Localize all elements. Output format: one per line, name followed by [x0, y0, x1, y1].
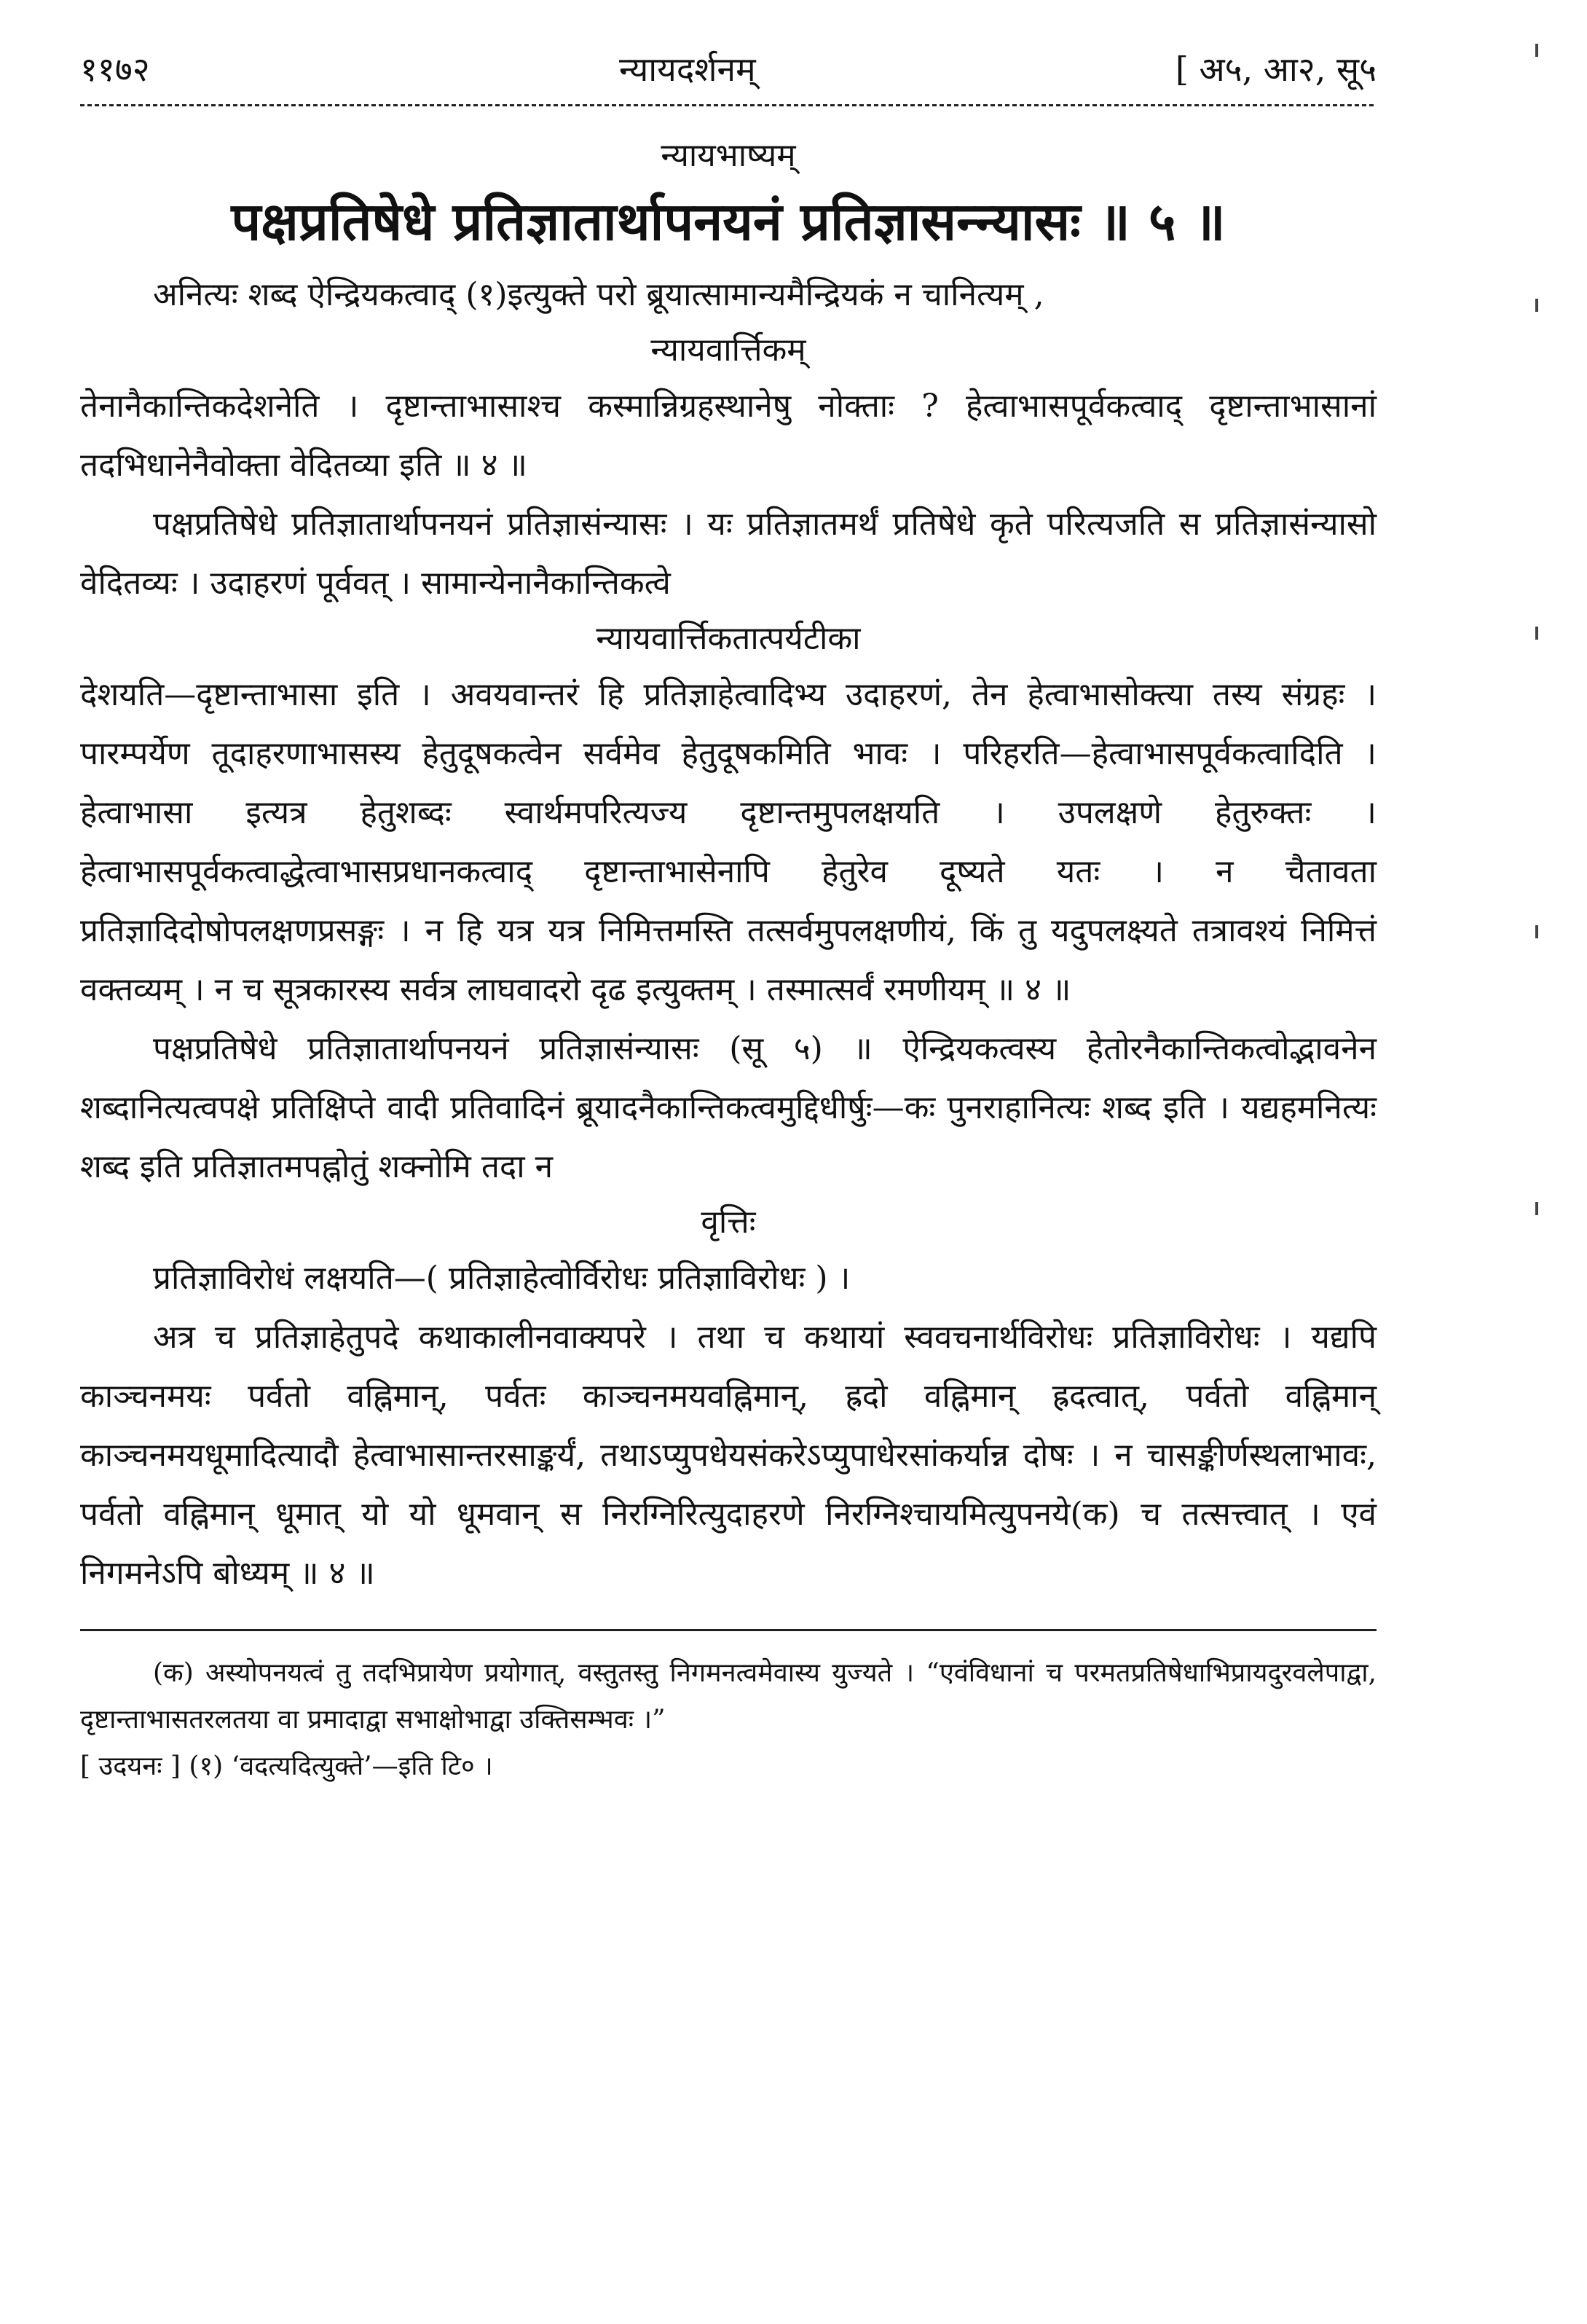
- footnote-1: [ उदयनः ] (१) ‘वदत्यदित्युक्ते’—इति टि० ।: [80, 1751, 493, 1781]
- page-number: ११७२: [80, 50, 150, 89]
- footnote-divider: [80, 1629, 1377, 1631]
- running-title: न्यायदर्शनम्: [619, 50, 756, 89]
- vartika-heading: न्यायवार्त्तिकम्: [650, 331, 806, 369]
- header-divider: [80, 101, 1377, 111]
- section-reference: [ अ५, आ२, सू५: [1175, 50, 1377, 89]
- footnotes: [80, 1650, 1377, 1790]
- tika-heading: न्यायवार्त्तिकतात्पर्यटीका: [596, 620, 861, 657]
- margin-mark: [1535, 925, 1538, 938]
- margin-mark: [1535, 44, 1538, 57]
- tika-paragraph-2: पक्षप्रतिषेधे प्रतिज्ञातार्थापनयनं प्रतिज्ञासंन्यासः (सू ५) ॥ ऐन्द्रियकत्वस्य हेतोरनैकान्तिकत्वोद्भावनेन शब्दानित्यत्वपक्षे प्रतिक्षिप्ते वादी प्रतिवादिनं ब्रूयादनैकान्तिकत्वमुद्दिधीर्षुः—कः पुनराहानित्यः शब्द इति । यद्यहमनित्यः शब्द इति प्रतिज्ञातमपह्नोतुं शक्नोमि तदा न: [80, 1030, 1377, 1185]
- vritti-heading: वृत्तिः: [701, 1204, 756, 1241]
- margin-mark: [1535, 1202, 1538, 1215]
- page: [80, 44, 1377, 1790]
- vartika-paragraph-2: पक्षप्रतिषेधे प्रतिज्ञातार्थापनयनं प्रतिज्ञासंन्यासः । यः प्रतिज्ञातमर्थं प्रतिषेधे कृते परित्यजति स प्रतिज्ञासंन्यासो वेदितव्यः । उदाहरणं पूर्ववत् । सामान्येनानैकान्तिकत्वे: [80, 506, 1377, 602]
- bhashya-text: अनित्यः शब्द ऐन्द्रियकत्वाद् (१)इत्युक्ते परो ब्रूयात्सामान्यमैन्द्रियकं न चानित्यम् ,: [153, 276, 1044, 313]
- sutra-text: पक्षप्रतिषेधे प्रतिज्ञातार्थापनयनं प्रतिज्ञासन्न्यासः ॥ ५ ॥: [231, 190, 1226, 252]
- vartika-paragraph-1: तेनानैकान्तिकदेशनेति । दृष्टान्ताभासाश्च कस्मान्निग्रहस्थानेषु नोक्ताः ? हेत्वाभासपूर्वकत्वाद् दृष्टान्ताभासानां तदभिधानेनैवोक्ता वेदितव्या इति ॥ ४ ॥: [80, 388, 1377, 484]
- tika-paragraph-1: देशयति—दृष्टान्ताभासा इति । अवयवान्तरं हि प्रतिज्ञाहेत्वादिभ्य उदाहरणं, तेन हेत्वाभासोक्त्या तस्य संग्रहः । पारम्पर्येण तूदाहरणाभासस्य हेतुदूषकत्वेन सर्वमेव हेतुदूषकमिति भावः । परिहरति—हेत्वाभासपूर्वकत्वादिति । हेत्वाभासा इत्यत्र हेतुशब्दः स्वार्थमपरित्यज्य दृष्टान्तमुपलक्षयति । उपलक्षणे हेतुरुक्तः । हेत्वाभासपूर्वकत्वाद्धेत्वाभासप्रधानकत्वाद् दृष्टान्ताभासेनापि हेतुरेव दूष्यते यतः । न चैतावता प्रतिज्ञादिदोषोपलक्षणप्रसङ्गः । न हि यत्र यत्र निमित्तमस्ति तत्सर्वमुपलक्षणीयं, किं तु यदुपलक्ष्यते तत्रावश्यं निमित्तं वक्तव्यम् । न च सूत्रकारस्य सर्वत्र लाघवादरो दृढ इत्युक्तम् । तस्मात्सर्वं रमणीयम् ॥ ४ ॥: [80, 676, 1377, 1008]
- vritti-paragraph-1: प्रतिज्ञाविरोधं लक्षयति—( प्रतिज्ञाहेत्वोर्विरोधः प्रतिज्ञाविरोधः ) ।: [153, 1260, 851, 1297]
- vritti-paragraph-2: अत्र च प्रतिज्ञाहेतुपदे कथाकालीनवाक्यपरे । तथा च कथायां स्ववचनार्थविरोधः प्रतिज्ञाविरोधः । यद्यपि काञ्चनमयः पर्वतो वह्निमान्, पर्वतः काञ्चनमयवह्निमान्, ह्रदो वह्निमान् ह्रदत्वात्, पर्वतो वह्निमान् काञ्चनमयधूमादित्यादौ हेत्वाभासान्तरसाङ्कर्यं, तथाऽप्युपधेयसंकरेऽप्युपाधेरसांकर्यान्न दोषः । न चासङ्कीर्णस्थलाभावः, पर्वतो वह्निमान् धूमात् यो यो धूमवान् स निरग्निरित्युदाहरणे निरग्निश्चायमित्युपनये(क) च तत्सत्त्वात् । एवं निगमनेऽपि बोध्यम् ॥ ४ ॥: [80, 1319, 1377, 1592]
- bhashya-heading: न्यायभाष्यम्: [661, 137, 796, 174]
- footnote-ka: (क) अस्योपनयत्वं तु तदभिप्रायेण प्रयोगात्, वस्तुतस्तु निगमनत्वमेवास्य युज्यते । “एवंविधानां च परमतप्रतिषेधाभिप्रायदुरवलेपाद्वा, दृष्टान्ताभासतरलतया वा प्रमादाद्वा सभाक्षोभाद्वा उक्तिसम्भवः ।”: [80, 1658, 1377, 1735]
- running-header: [80, 44, 1377, 95]
- margin-mark: [1535, 627, 1538, 640]
- margin-mark: [1535, 299, 1538, 312]
